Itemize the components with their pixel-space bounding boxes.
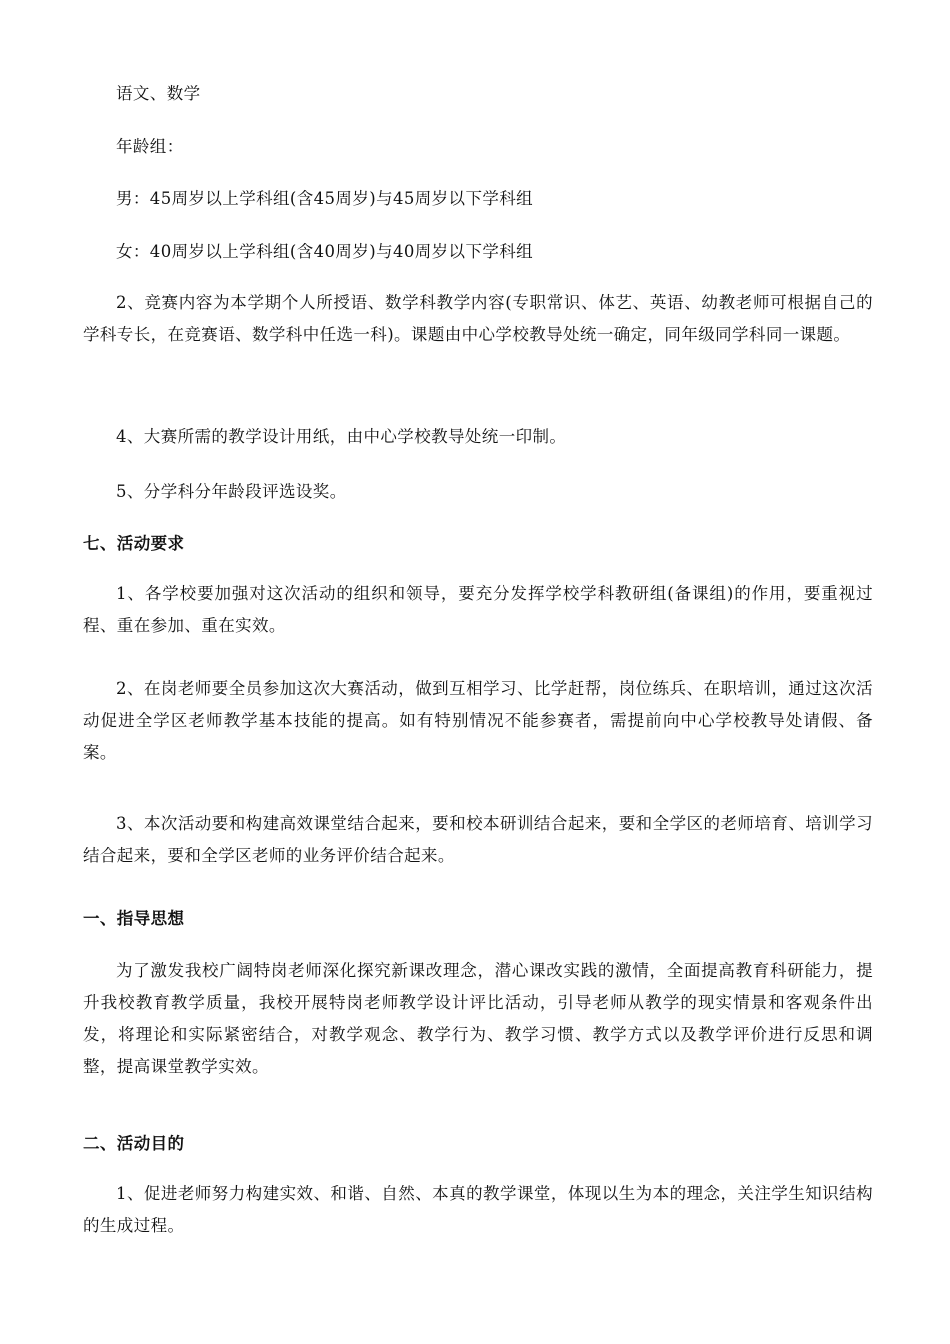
section1-heading: 一、指导思想: [83, 909, 185, 928]
section7-item1-paragraph: 1、各学校要加强对这次活动的组织和领导，要充分发挥学校学科教研组(备课组)的作用，要重视过程、重在参加、重在实效。: [83, 584, 873, 635]
age-group-label: 年龄组：: [116, 137, 184, 156]
section1-body-paragraph: 为了激发我校广阔特岗老师深化探究新课改理念，潜心课改实践的激情，全面提高教育科研能力，提升我校教育教学质量，我校开展特岗老师教学设计评比活动，引导老师从教学的现实情景和客观条件出发，将理论和实际紧密结合，对教学观念、教学行为、教学习惯、教学方式以及教学评价进行反思和调整，提高课堂教学实效。: [83, 961, 873, 1076]
item2-content-paragraph: 2、竞赛内容为本学期个人所授语、数学科教学内容(专职常识、体艺、英语、幼教老师可根据自己的学科专长，在竞赛语、数学科中任选一科)。课题由中心学校教导处统一确定，同年级同学科同一课题。: [83, 293, 873, 344]
section7-item3-paragraph: 3、本次活动要和构建高效课堂结合起来，要和校本研训结合起来，要和全学区的老师培育、培训学习结合起来，要和全学区老师的业务评价结合起来。: [83, 814, 873, 865]
section7-heading: 七、活动要求: [83, 534, 185, 553]
female-group-line: 女：40周岁以上学科组(含40周岁)与40周岁以下学科组: [116, 242, 534, 261]
subjects-line: 语文、数学: [116, 84, 201, 103]
male-group-line: 男：45周岁以上学科组(含45周岁)与45周岁以下学科组: [116, 189, 534, 208]
item4-paper-paragraph: 4、大赛所需的教学设计用纸，由中心学校教导处统一印制。: [116, 427, 567, 446]
section7-item2-paragraph: 2、在岗老师要全员参加这次大赛活动，做到互相学习、比学赶帮，岗位练兵、在职培训，通过这次活动促进全学区老师教学基本技能的提高。如有特别情况不能参赛者，需提前向中心学校教导处请假、备案。: [83, 679, 873, 762]
section2-item1-paragraph: 1、促进老师努力构建实效、和谐、自然、本真的教学课堂，体现以生为本的理念，关注学生知识结构的生成过程。: [83, 1184, 873, 1235]
item5-awards-paragraph: 5、分学科分年龄段评选设奖。: [116, 482, 347, 501]
section2-heading: 二、活动目的: [83, 1134, 185, 1153]
